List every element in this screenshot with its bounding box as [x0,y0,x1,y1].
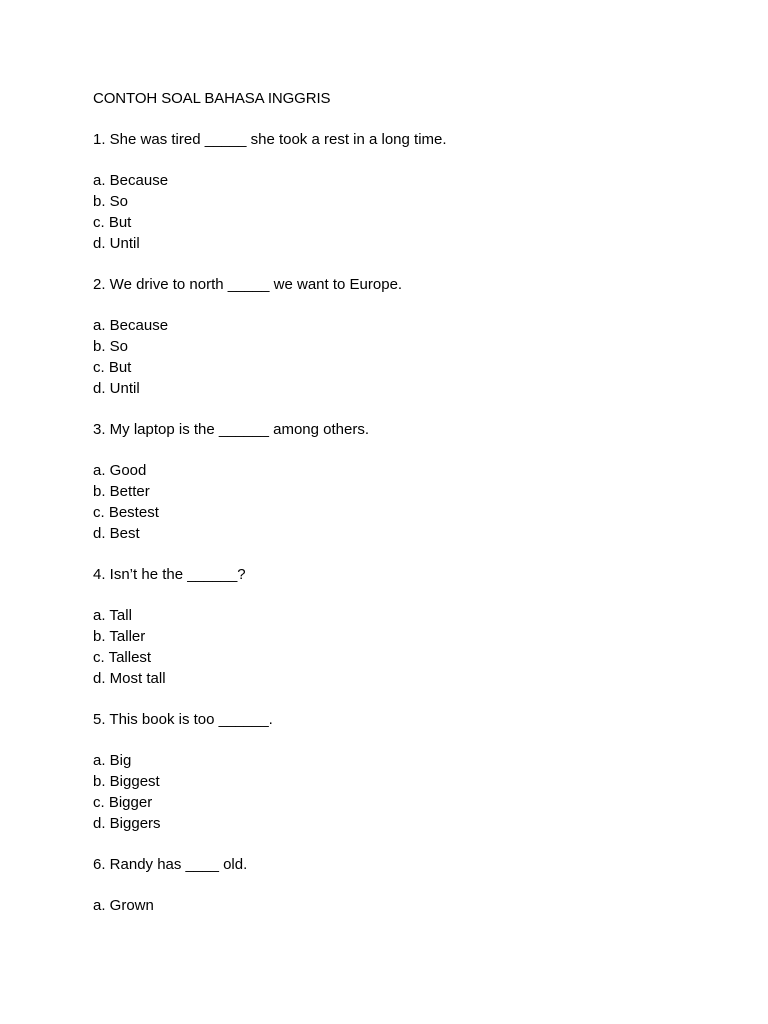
answer-option: a. Grown [93,897,154,914]
answer-option: b. Taller [93,628,146,645]
question-text: 2. We drive to north _____ we want to Europe. [93,276,403,293]
answer-option: c. Tallest [93,649,152,666]
question-3 [93,419,693,544]
question-text: 1. She was tired _____ she took a rest in a long time. [93,131,447,148]
answer-option: c. But [93,359,132,376]
answer-option: c. Bestest [93,504,159,521]
answer-options [93,315,693,399]
question-1 [93,129,693,254]
question-text: 4. Isn’t he the ______? [93,566,246,583]
document-page [93,88,693,916]
question-2 [93,274,693,399]
answer-options [93,170,693,254]
answer-option: d. Biggers [93,815,161,832]
answer-options [93,895,693,916]
answer-option: a. Because [93,172,169,189]
answer-option: b. Better [93,483,150,500]
answer-option: d. Most tall [93,670,166,687]
question-text: 5. This book is too ______. [93,711,273,728]
question-5 [93,709,693,834]
answer-option: a. Big [93,752,132,769]
question-text: 3. My laptop is the ______ among others. [93,421,370,438]
answer-options [93,750,693,834]
answer-options [93,460,693,544]
question-4 [93,564,693,689]
answer-option: d. Best [93,525,140,542]
answer-option: a. Good [93,462,147,479]
answer-option: a. Because [93,317,169,334]
answer-options [93,605,693,689]
question-6 [93,854,693,916]
answer-option: d. Until [93,380,140,397]
document-title: CONTOH SOAL BAHASA INGGRIS [93,90,331,107]
answer-option: c. But [93,214,132,231]
question-text: 6. Randy has ____ old. [93,856,248,873]
answer-option: b. Biggest [93,773,160,790]
answer-option: d. Until [93,235,140,252]
answer-option: a. Tall [93,607,132,624]
answer-option: c. Bigger [93,794,153,811]
answer-option: b. So [93,338,129,355]
answer-option: b. So [93,193,129,210]
